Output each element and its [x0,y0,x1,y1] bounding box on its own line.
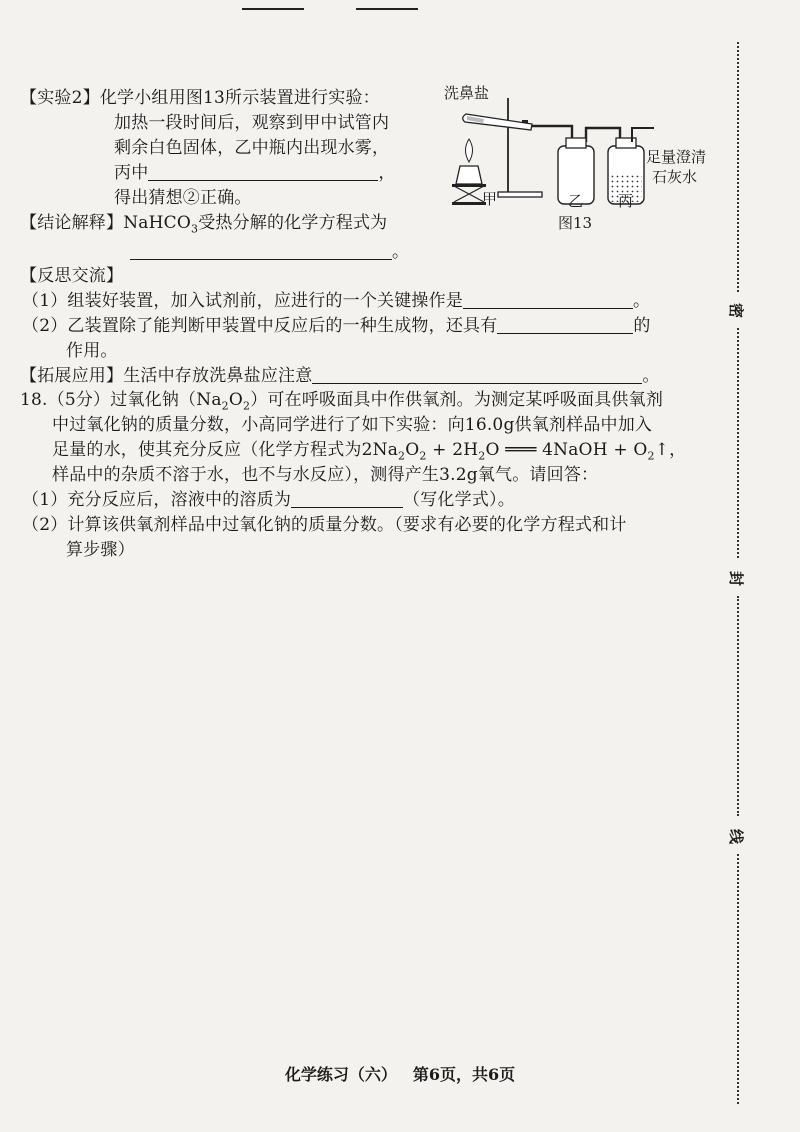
conclusion-end: 。 [392,242,410,262]
q18-l3d: O ═══ 4NaOH + O [485,440,648,460]
binding-line-1 [737,42,739,292]
margin-char-mi: 密 [727,302,746,319]
extend-end: 。 [642,366,660,386]
q18-l3c: + 2H [426,440,479,460]
exp2-comma: ， [378,163,396,183]
conclusion-answer-line [130,240,409,264]
q18-l3-sub4: 2 [647,449,655,463]
q18-l1-sub1: 2 [221,399,229,413]
q18-line1 [20,388,663,412]
reflect-q2-text: （2）乙装置除了能判断甲装置中反应后的一种生成物，还具有 [22,316,498,336]
answer-blank-storage[interactable] [312,365,642,384]
jack-top [452,184,486,187]
exp2-line2: 加热一段时间后，观察到甲中试管内 [114,113,390,133]
exp2-bing-label: 丙中 [114,163,149,183]
extend-text: 【拓展应用】生活中存放洗鼻盐应注意 [20,366,313,386]
q18-line4: 样品中的杂质不溶于水，也不与水反应），测得产生3.2g氧气。请回答： [52,465,599,485]
exp2-line5: 得出猜想②正确。 [114,188,252,208]
exp2-line4 [114,161,396,185]
stopper-yi [566,138,586,148]
test-tube [463,114,532,130]
q18-l1b: O [228,390,244,410]
reflect-q1 [22,289,650,313]
reflect-q2 [22,314,651,338]
answer-blank-solute[interactable] [291,489,403,508]
label-jia: 甲 [482,190,498,208]
jack-bottom [452,202,486,205]
conclusion-line [20,211,387,235]
label-limewater-2: 石灰水 [652,168,698,186]
stand-base [498,192,542,197]
q18-sub1-text: （1）充分反应后，溶液中的溶质为 [22,490,292,510]
conclusion-sub: 3 [190,222,199,236]
alcohol-lamp [456,166,482,184]
q18-line3 [52,438,686,462]
q18-l3b: O [405,440,420,460]
flame [466,139,473,162]
q18-l3e: ↑， [654,440,687,460]
reflect-q2-cont: 作用。 [66,341,118,361]
reflect-q1-text: （1）组装好装置，加入试剂前，应进行的一个关键操作是 [22,291,464,311]
q18-l1a: 18.（5分）过氧化钠（Na [20,390,222,410]
label-salt: 洗鼻盐 [444,84,490,102]
reflect-q1-end: 。 [633,291,651,311]
q18-sub2-cont: 算步骤） [66,540,135,560]
answer-blank-function[interactable] [497,315,633,334]
q18-sub2: （2）计算该供氧剂样品中过氧化钠的质量分数。（要求有必要的化学方程式和计 [22,515,627,535]
top-rule-left [242,8,304,10]
exp2-line3: 剩余白色固体，乙中瓶内出现水雾， [114,138,390,158]
q18-l1-sub2: 2 [243,399,251,413]
binding-line-2 [737,328,739,558]
reflect-heading: 【反思交流】 [20,266,124,286]
answer-blank-equation[interactable] [130,241,392,260]
label-yi: 乙 [568,192,584,210]
figure-caption: 图13 [558,214,593,232]
label-limewater-1: 足量澄清 [646,148,707,166]
q18-l3-sub2: 2 [419,449,427,463]
conclusion-text-a: 【结论解释】NaHCO [20,213,191,233]
footer-page: 第6页，共6页 [412,1065,516,1084]
extend-line [20,364,660,388]
margin-char-xian: 线 [727,828,746,845]
reflect-q2-end: 的 [633,316,651,336]
q18-sub1-end: （写化学式）。 [403,490,515,510]
figure-13-apparatus [440,84,705,234]
q18-l1c: ）可在呼吸面具中作供氧剂。为测定某呼吸面具供氧剂 [250,390,664,410]
page-footer [0,1062,800,1085]
answer-blank-key-operation[interactable] [463,290,633,309]
q18-l3a: 足量的水，使其充分反应（化学方程式为2Na [52,440,399,460]
footer-title: 化学练习（六） [284,1065,397,1084]
q18-l3-sub3: 2 [478,449,486,463]
binding-line-3 [737,596,739,816]
label-bing: 丙 [618,192,634,210]
top-rule-right [356,8,418,10]
exp2-line1: 【实验2】化学小组用图13所示装置进行实验： [20,88,380,108]
conclusion-text-b: 受热分解的化学方程式为 [198,213,388,233]
answer-blank-bing[interactable] [148,162,378,181]
q18-line2: 中过氧化钠的质量分数，小高同学进行了如下实验：向16.0g供氧剂样品中加入 [52,415,653,435]
margin-char-feng: 封 [727,570,746,587]
q18-sub1 [22,488,515,512]
q18-l3-sub1: 2 [398,449,406,463]
